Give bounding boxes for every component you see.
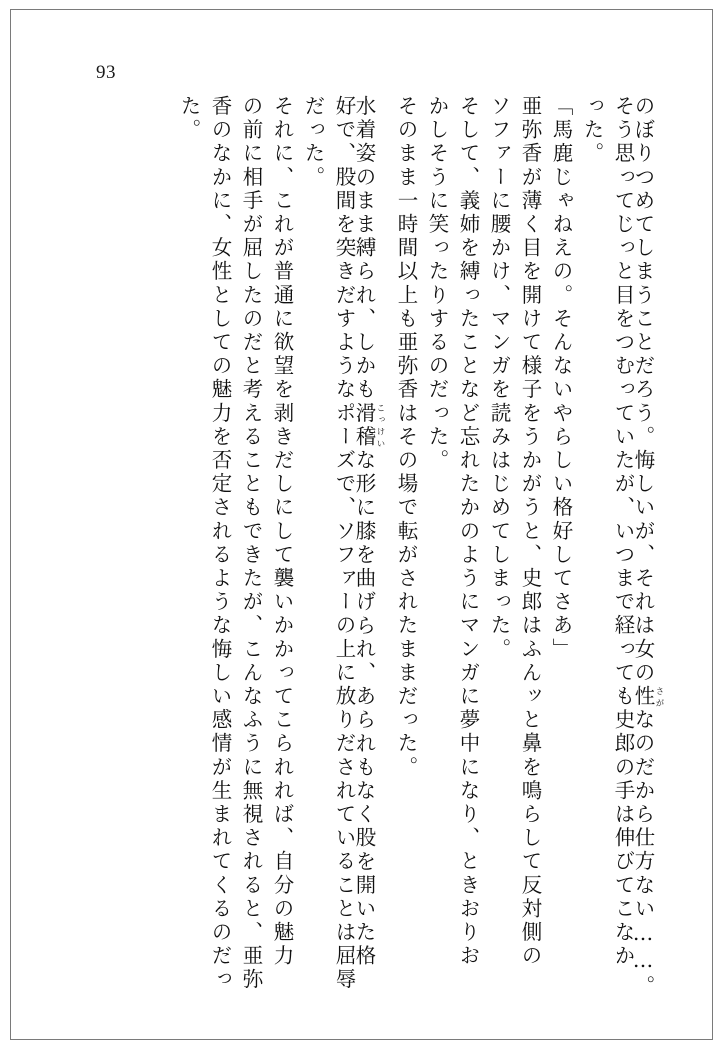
ruby-kokkei: 滑稽 こっけい: [352, 401, 385, 450]
page-number: 93: [96, 62, 116, 83]
text-column: のぼりつめてしまうことだろう。悔しいが、それは女の性 さがなのだから仕方ない……。: [631, 95, 664, 999]
text-column: 好で、股間を突きだすようなポーズで、ソファーの上に放りだされていることは屈辱: [332, 95, 356, 992]
text-column: ソファーに腰かけ、マンガを読みはじめてしまった。: [487, 95, 511, 662]
text-column: 香のなかに、女性としての魅力を否定されるような悔しい感情が生まれてくるのだっ: [208, 95, 232, 992]
text-column: 亜弥香が薄く目を開けて様子をうかがうと、史郎はふんッと鼻を鳴らして反対側の: [518, 95, 542, 969]
text-column: た。: [177, 95, 201, 143]
text-column: の前に相手が屈したのだと考えることもできたが、こんなふうに無視されると、亜弥: [239, 95, 263, 992]
text-column: それに、これが普通に欲望を剥きだしにして襲いかかってこられれば、自分の魅力: [270, 95, 294, 969]
ruby-sei: 性 さが: [631, 685, 664, 709]
vertical-text-block: [110, 95, 664, 999]
text-column: 「馬鹿じゃねえの。そんないやらしい格好してさあ」: [549, 95, 573, 662]
text-column: った。: [580, 95, 604, 166]
text-column: そう思ってじっと目をつむっていたが、いつまで経っても史郎の手は伸びてこなか: [611, 95, 635, 969]
text-column: そのまま一時間以上も亜弥香はその場で転がされたままだった。: [394, 95, 418, 780]
text-column: だった。: [301, 95, 325, 190]
text-column: かしそうに笑ったりするのだった。: [425, 95, 449, 473]
text-column: 水着姿のまま縛られ、しかも滑稽 こっけいな形に膝を曲げられ、あられもなく股を開いた格: [352, 95, 385, 969]
text-column: そして、義姉を縛ったことなど忘れたかのようにマンガに夢中になり、ときおりお: [456, 95, 480, 969]
